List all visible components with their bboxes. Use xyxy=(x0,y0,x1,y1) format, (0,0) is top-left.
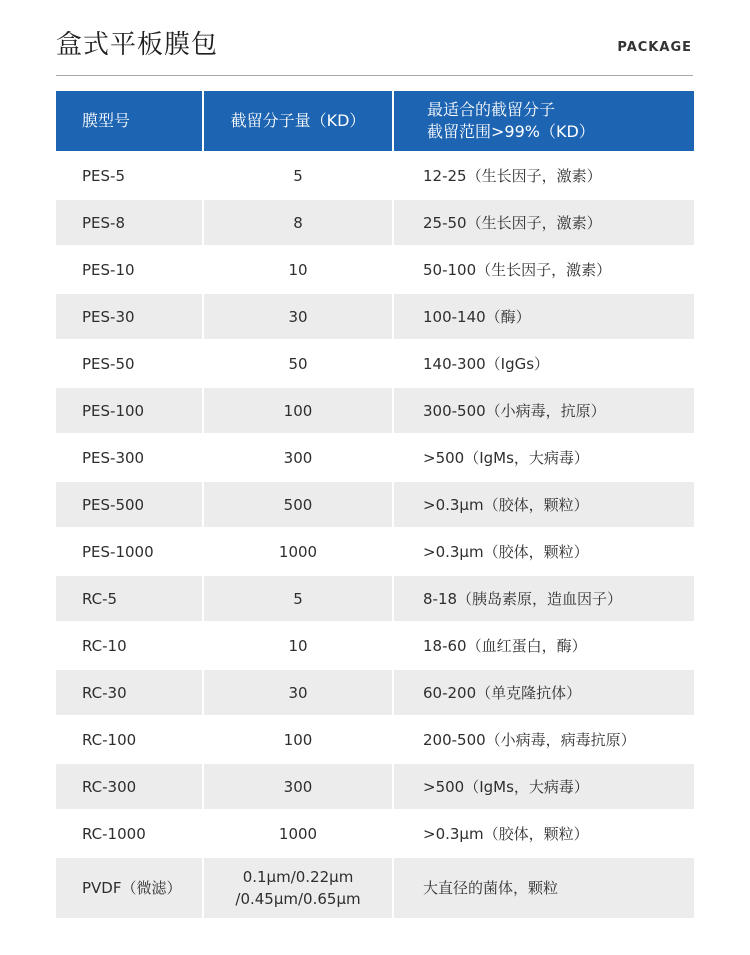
cutoff-line1: 0.1μm/0.22μm xyxy=(242,868,354,886)
model-cell: PES-50 xyxy=(56,339,204,386)
cutoff-cell: 5 xyxy=(204,574,394,621)
table-row xyxy=(56,245,694,292)
header-range-line1: 最适合的截留分子 xyxy=(427,100,556,119)
table-row xyxy=(56,668,694,715)
header-model: 膜型号 xyxy=(56,91,204,151)
table-row xyxy=(56,198,694,245)
range-cell: 大直径的菌体，颗粒 xyxy=(394,856,694,918)
range-cell: 8-18（胰岛素原，造血因子） xyxy=(394,574,694,621)
range-cell: >500（IgMs，大病毒） xyxy=(394,762,694,809)
model-cell: RC-30 xyxy=(56,668,204,715)
range-cell: 50-100（生长因子，激素） xyxy=(394,245,694,292)
model-cell: PES-8 xyxy=(56,198,204,245)
model-cell: RC-5 xyxy=(56,574,204,621)
range-cell: 18-60（血红蛋白，酶） xyxy=(394,621,694,668)
package-table xyxy=(56,91,694,918)
table-row xyxy=(56,527,694,574)
range-cell: >0.3μm（胶体，颗粒） xyxy=(394,809,694,856)
cutoff-cell: 100 xyxy=(204,715,394,762)
table-row xyxy=(56,433,694,480)
cutoff-cell: 5 xyxy=(204,151,394,198)
range-cell: >0.3μm（胶体，颗粒） xyxy=(394,480,694,527)
cutoff-cell: 10 xyxy=(204,245,394,292)
range-cell: 25-50（生长因子，激素） xyxy=(394,198,694,245)
cutoff-cell: 30 xyxy=(204,668,394,715)
header-range-line2: 截留范围>99%（KD） xyxy=(427,122,595,141)
model-cell: PES-10 xyxy=(56,245,204,292)
range-cell: 100-140（酶） xyxy=(394,292,694,339)
model-cell: PES-5 xyxy=(56,151,204,198)
cutoff-cell: 8 xyxy=(204,198,394,245)
table-row xyxy=(56,856,694,918)
range-cell: 12-25（生长因子，激素） xyxy=(394,151,694,198)
cutoff-cell: 300 xyxy=(204,433,394,480)
page-subtitle: PACKAGE xyxy=(617,40,692,55)
table-row xyxy=(56,762,694,809)
model-cell: PES-100 xyxy=(56,386,204,433)
table-header-row xyxy=(56,91,694,151)
cutoff-cell xyxy=(204,856,394,918)
header-cutoff: 截留分子量（KD） xyxy=(204,91,394,151)
cutoff-cell: 500 xyxy=(204,480,394,527)
model-cell: RC-300 xyxy=(56,762,204,809)
model-cell: PES-500 xyxy=(56,480,204,527)
table-row xyxy=(56,809,694,856)
range-cell: 300-500（小病毒，抗原） xyxy=(394,386,694,433)
table-row xyxy=(56,574,694,621)
range-cell: 200-500（小病毒，病毒抗原） xyxy=(394,715,694,762)
table-row xyxy=(56,480,694,527)
header-range xyxy=(394,91,694,151)
page-title: 盒式平板膜包 xyxy=(56,30,219,60)
title-divider xyxy=(56,75,693,76)
table-row xyxy=(56,339,694,386)
table-row xyxy=(56,386,694,433)
model-cell: PES-1000 xyxy=(56,527,204,574)
range-cell: >0.3μm（胶体，颗粒） xyxy=(394,527,694,574)
table-row xyxy=(56,715,694,762)
range-cell: 140-300（IgGs） xyxy=(394,339,694,386)
cutoff-cell: 50 xyxy=(204,339,394,386)
cutoff-cell: 300 xyxy=(204,762,394,809)
table-row xyxy=(56,621,694,668)
model-cell: RC-10 xyxy=(56,621,204,668)
model-cell: PES-30 xyxy=(56,292,204,339)
table-row xyxy=(56,151,694,198)
cutoff-cell: 1000 xyxy=(204,809,394,856)
model-cell: PES-300 xyxy=(56,433,204,480)
model-cell: RC-1000 xyxy=(56,809,204,856)
model-cell: RC-100 xyxy=(56,715,204,762)
cutoff-cell: 10 xyxy=(204,621,394,668)
range-cell: 60-200（单克隆抗体） xyxy=(394,668,694,715)
table-row xyxy=(56,292,694,339)
cutoff-line2: /0.45μm/0.65μm xyxy=(235,890,361,908)
cutoff-cell: 30 xyxy=(204,292,394,339)
cutoff-cell: 1000 xyxy=(204,527,394,574)
cutoff-cell: 100 xyxy=(204,386,394,433)
range-cell: >500（IgMs，大病毒） xyxy=(394,433,694,480)
model-cell: PVDF（微滤） xyxy=(56,856,204,918)
